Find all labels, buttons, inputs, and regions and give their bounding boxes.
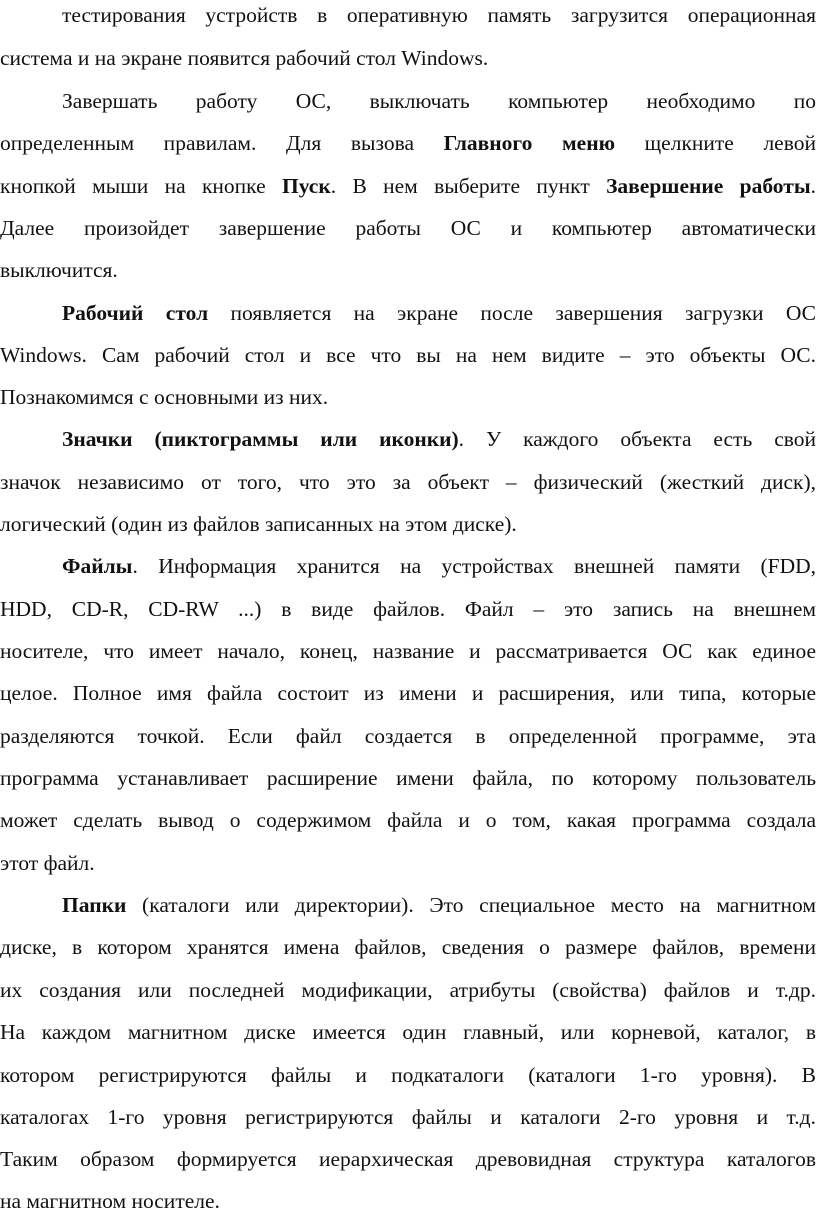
text-run: . У каждого объекта есть свой [458, 427, 816, 451]
text-run: целое. Полное имя файла состоит из имени и расширения, или типа, которые [0, 681, 816, 705]
text-run: Windows. Сам рабочий стол и все что вы на нем видите – это объекты ОС. [0, 343, 816, 367]
text-line [0, 340, 816, 370]
text-run: на магнитном носителе. [0, 1189, 220, 1213]
text-line [0, 932, 816, 962]
text-run: система и на экране появится рабочий стол Windows. [0, 46, 489, 70]
text-line [0, 213, 816, 243]
text-run: HDD, CD-R, CD-RW ...) в виде файлов. Файл – это запись на внешнем [0, 597, 816, 621]
text-line [0, 1144, 816, 1174]
text-line [0, 424, 816, 454]
text-run: На каждом магнитном диске имеется один главный, или корневой, каталог, в [0, 1020, 816, 1044]
text-run: Завершать работу ОС, выключать компьютер необходимо по [62, 89, 816, 113]
text-line [0, 255, 816, 285]
text-line [0, 171, 816, 201]
text-line [0, 43, 816, 73]
text-run: Познакомимся с основными из них. [0, 385, 329, 409]
text-run: щелкните левой [615, 131, 816, 155]
text-run: появляется на экране после завершения загрузки ОС [208, 301, 816, 325]
bold-term: Значки (пиктограммы или иконки) [62, 427, 459, 451]
text-run: значок независимо от того, что это за объект – физический (жесткий диск), [0, 470, 816, 494]
text-run: выключится. [0, 258, 118, 282]
text-run: их создания или последней модификации, атрибуты (свойства) файлов и т.др. [0, 978, 816, 1002]
text-run: разделяются точкой. Если файл создается в определенной программе, эта [0, 724, 816, 748]
text-run: каталогах 1-го уровня регистрируются файлы и каталоги 2-го уровня и т.д. [0, 1105, 816, 1129]
text-run: (каталоги или директории). Это специальное место на магнитном [126, 893, 816, 917]
text-run: Таким образом формируется иерархическая древовидная структура каталогов [0, 1147, 816, 1171]
text-line [0, 0, 816, 30]
text-line [0, 975, 816, 1005]
text-line [0, 551, 816, 581]
text-line [0, 805, 816, 835]
text-line [0, 594, 816, 624]
text-run: определенным правилам. Для вызова [0, 131, 444, 155]
bold-term: Файлы [62, 554, 133, 578]
text-run: . В нем выберите пункт [330, 174, 607, 198]
text-line [0, 1186, 816, 1216]
text-line [0, 1060, 816, 1090]
text-run: диске, в котором хранятся имена файлов, сведения о размере файлов, времени [0, 935, 816, 959]
text-line [0, 848, 816, 878]
text-line [0, 382, 816, 412]
bold-term: Пуск [281, 174, 331, 198]
text-line [0, 721, 816, 751]
bold-term: Завершение работы [606, 174, 811, 198]
text-run: Далее произойдет завершение работы ОС и компьютер автоматически [0, 216, 816, 240]
text-run: кнопкой мыши на кнопке [0, 174, 282, 198]
text-line [0, 467, 816, 497]
text-run: программа устанавливает расширение имени файла, по которому пользователь [0, 766, 816, 790]
text-run: носителе, что имеет начало, конец, название и рассматривается ОС как единое [0, 639, 816, 663]
text-line [0, 763, 816, 793]
text-run: этот файл. [0, 851, 95, 875]
text-run: может сделать вывод о содержимом файла и о том, какая программа создала [0, 808, 816, 832]
bold-term: Рабочий стол [62, 301, 209, 325]
text-run: . [810, 174, 816, 198]
text-line [0, 1017, 816, 1047]
text-line [0, 1102, 816, 1132]
text-line [0, 509, 816, 539]
text-run: . Информация хранится на устройствах внешней памяти (FDD, [132, 554, 816, 578]
text-line [0, 890, 816, 920]
bold-term: Папки [62, 893, 127, 917]
text-line [0, 636, 816, 666]
text-run: котором регистрируются файлы и подкаталоги (каталоги 1-го уровня). В [0, 1063, 816, 1087]
text-line [0, 298, 816, 328]
text-line [0, 128, 816, 158]
text-run: логический (один из файлов записанных на этом диске). [0, 512, 517, 536]
text-run: тестирования устройств в оперативную память загрузится операционная [62, 3, 816, 27]
text-line [0, 678, 816, 708]
text-line [0, 86, 816, 116]
bold-term: Главного меню [443, 131, 616, 155]
